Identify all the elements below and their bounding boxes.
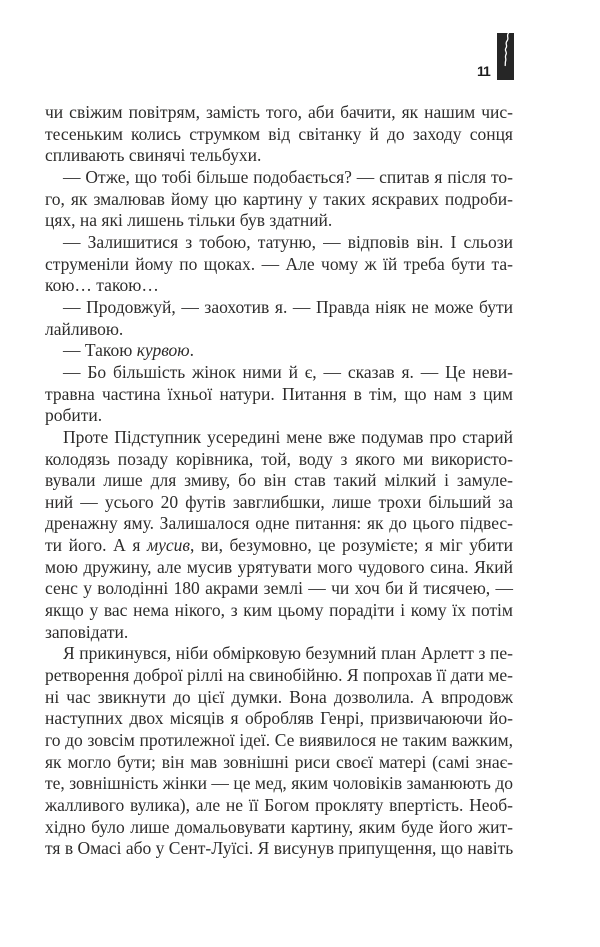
crack-mark-icon (497, 33, 514, 80)
text-line: чи свіжим повітрям, замість того, аби бачити, як нашим чис- (45, 102, 513, 122)
paragraph (45, 167, 513, 232)
text-line: го до зовсім протилежної ідеї. Се виявилося не таким важким, (45, 730, 513, 751)
text-line: заповідати. (45, 621, 129, 642)
paragraph (45, 643, 513, 860)
text-line: робити. (45, 405, 103, 426)
text-line: тя в Омасі або у Сент-Луїсі. Я висунув припущення, що навіть (45, 838, 514, 859)
text-line: жалливого вулика), але не її Богом прокляту впертість. Необ- (45, 795, 513, 815)
text-line: спливають свинячі тельбухи. (45, 145, 262, 166)
text-line: ний — усього 20 футів завглибшки, лише трохи більший за (45, 491, 513, 512)
text-line: ретворення доброї ріллі на свинобійню. Я попрохав її дати ме- (45, 665, 513, 686)
text-line: цях, на які лишень тільки був здатний. (45, 210, 333, 231)
paragraph (45, 297, 513, 340)
text-line: вували лише для змиву, бо він став такий мілкий і замуле- (45, 470, 513, 491)
text-line: хідно було лише домальовувати картину, яким буде його жит- (45, 816, 513, 837)
text-line: сенс у володінні 180 акрами землі — чи хоч би й тисячею, — (45, 578, 513, 599)
text-block (45, 102, 513, 860)
text-line: ти його. А я мусив, ви, безумовно, це розумієте; я міг убити (45, 535, 513, 556)
text-line: тесеньким колись струмком від світанку й до заходу сонця (45, 123, 513, 144)
text-line: Проте Підступник усередині мене вже подумав про старий (63, 426, 513, 447)
paragraph (45, 102, 513, 167)
text-line: колодязь позаду корівника, той, воду з якого ми використо- (45, 448, 513, 469)
text-line: го, як змалював йому цю картину у таких яскравих подроби- (45, 188, 513, 209)
paragraph (45, 362, 513, 427)
text-line: наступних двох місяців я обробляв Генрі, призвичаюючи йо- (45, 708, 513, 729)
text-line: якщо у вас нема нікого, з ким цьому порадіти і кому їх потім (45, 600, 513, 621)
text-line: як могло бути; він мав зовнішні риси своєї матері (самі знає- (45, 751, 513, 772)
text-line: лайливою. (45, 318, 124, 339)
paragraph (45, 232, 513, 297)
text-line: струменіли йому по щоках. — Але чому ж їй треба бути та- (45, 253, 513, 274)
paragraph (45, 427, 513, 644)
text-line: кою… такою… (45, 275, 159, 296)
text-line: Я прикинувся, ніби обмірковую безумний план Арлетт з пе- (63, 643, 513, 664)
text-line: те, зовнішність жінки — це мед, яким чоловіків заманюють до (45, 773, 513, 794)
text-line: — Бо більшість жінок ними й є, — сказав я. — Це неви- (63, 361, 513, 382)
page-number: 11 (477, 63, 490, 79)
text-line: ні час звикнути до цієї думки. Вона дозволила. А впродовж (45, 686, 513, 707)
text-line: — Залишитися з тобою, татуню, — відповів він. І сльози (63, 231, 513, 252)
text-line: мою дружину, але мусив урятувати мого чудового сина. Який (45, 556, 513, 577)
paragraph (45, 340, 513, 362)
text-line: — Отже, що тобі більше подобається? — спитав я після то- (63, 166, 513, 187)
text-line: — Продовжуй, — заохотив я. — Правда ніяк не може бути (63, 296, 513, 317)
text-line: дренажну яму. Залишалося одне питання: як до цього підвес- (45, 513, 513, 534)
text-line: — Такою курвою. (63, 340, 195, 361)
text-line: травна частина їхньої натури. Питання в тім, що нам з цим (45, 383, 513, 404)
